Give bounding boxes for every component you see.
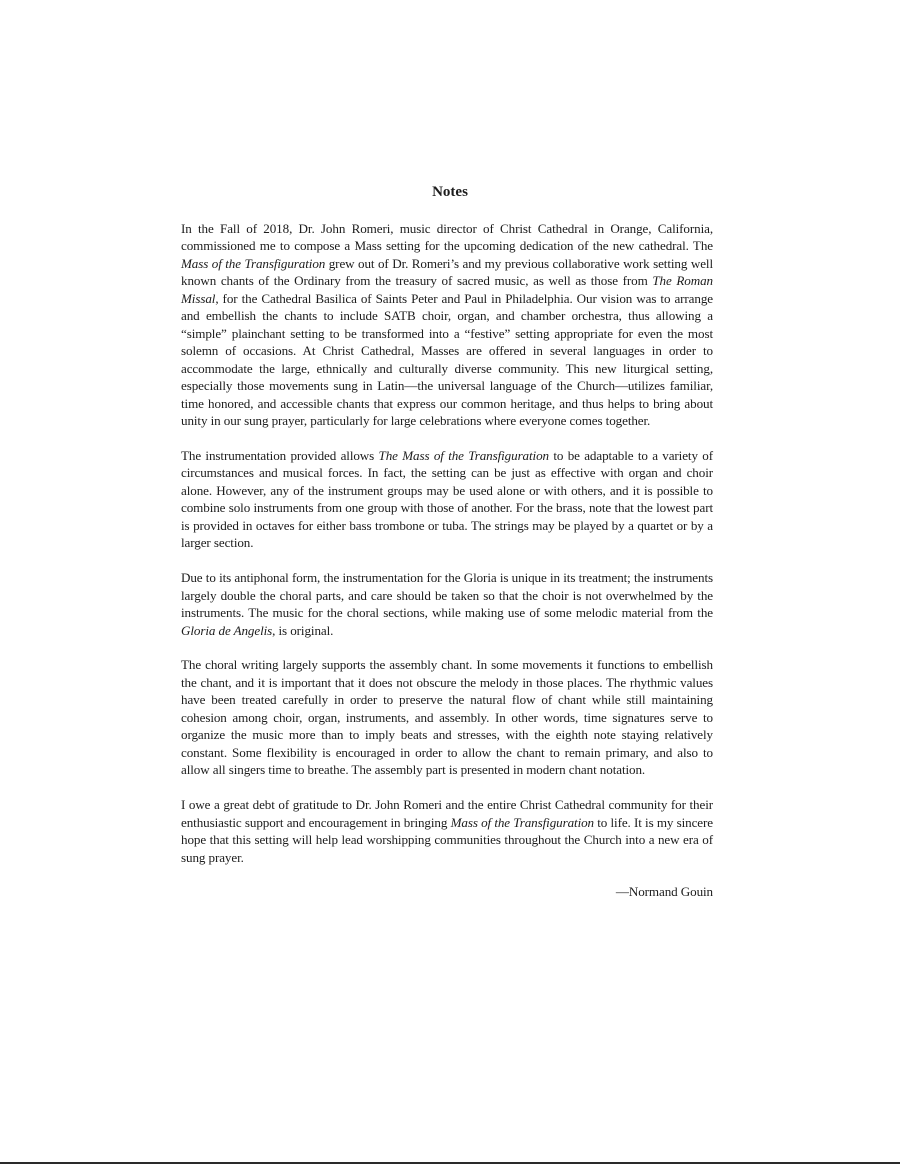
- text-run: grew out of Dr. Romeri’s and my previous collaborative work setting well known chants of the Ordinary from the treasury of sacred music, as well as those from: [181, 255, 713, 289]
- text-run: I owe a great debt of gratitude to Dr. John Romeri and the entire Christ Cathedral community for their enthusiastic support and encouragement in bringing: [181, 797, 713, 830]
- text-run: , for the Cathedral Basilica of Saints Peter and Paul in Philadelphia. Our vision was to arrange and embellish the chants to include SATB choir, organ, and chamber orchestra, thus allowing a “simple” plainchant setting to be transformed into a “festive” setting appropriate for even the most solemn of occasions. At Christ Cathedral, Masses are offered in several languages in order to accommodate the large, ethnically and culturally diverse community. This new liturgical setting, especially those movements sung in Latin—the universal language of the Church—utilizes familiar, time honored, and accessible chants that express our common heritage, and thus helps to bring about unity in our sung prayer, particularly for large celebrations where everyone comes together.: [181, 290, 713, 428]
- text-run: The instrumentation provided allows: [181, 447, 379, 463]
- author-signature: —Normand Gouin: [615, 884, 713, 900]
- paragraph-1: [181, 220, 713, 429]
- paragraph-5: [181, 796, 713, 866]
- text-run: to life. It is my sincere hope that this setting will help lead worshipping communities throughout the Church into a new era of sung prayer.: [181, 814, 713, 865]
- notes-body: [181, 220, 713, 918]
- italic-title: Mass of the Transfiguration: [450, 814, 594, 830]
- paragraph-3: [181, 569, 713, 639]
- italic-title: Gloria de Angelis: [181, 622, 273, 638]
- text-run: , is original.: [272, 622, 334, 638]
- text-run: Due to its antiphonal form, the instrumentation for the Gloria is unique in its treatment; the instruments largely double the choral parts, and care should be taken so that the choir is not overwhelmed by the instruments. The music for the choral sections, while making use of some melodic material from the: [181, 570, 713, 621]
- paragraph-2: [181, 447, 713, 552]
- italic-title: The Mass of the Transfiguration: [378, 447, 549, 463]
- page-title: Notes: [432, 184, 468, 200]
- italic-title: The Roman Missal: [181, 273, 713, 306]
- text-run: In the Fall of 2018, Dr. John Romeri, music director of Christ Cathedral in Orange, California, commissioned me to compose a Mass setting for the upcoming dedication of the new cathedral. The: [181, 221, 713, 254]
- text-run: The choral writing largely supports the assembly chant. In some movements it functions to embellish the chant, and it is important that it does not obscure the melody in those places. The rhythmic values have been treated carefully in order to preserve the natural flow of chant while still maintaining cohesion among choir, organ, instruments, and assembly. In other words, time signatures serve to organize the music more than to imply beats and stresses, with the eighth note staying relatively constant. Some flexibility is encouraged in order to allow the chant to remain primary, and also to allow all singers time to breathe. The assembly part is presented in modern chant notation.: [181, 657, 713, 778]
- paragraph-4: [181, 656, 713, 778]
- text-run: to be adaptable to a variety of circumstances and musical forces. In fact, the setting can be just as effective with organ and choir alone. However, any of the instrument groups may be used alone or with others, and it is possible to combine solo instruments from one group with those of another. For the brass, note that the lowest part is provided in octaves for either bass trombone or tuba. The strings may be played by a quartet or by a larger section.: [181, 447, 713, 551]
- italic-title: Mass of the Transfiguration: [181, 255, 326, 271]
